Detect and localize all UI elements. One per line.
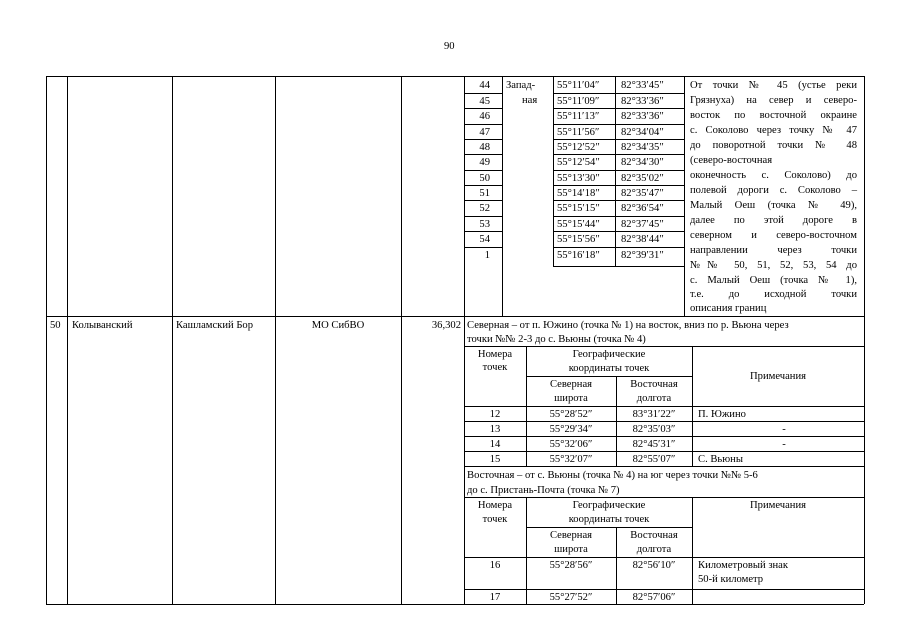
point-number: 14 <box>489 439 501 450</box>
longitude: 82°35′02″ <box>621 173 664 184</box>
latitude: 55°15′15″ <box>557 203 600 214</box>
note: С. Вьюны <box>698 454 743 465</box>
description-line: №№ 50, 51, 52, 53, 54 до <box>690 260 857 271</box>
description-line: с. Малый Оеш (точка № 1), <box>690 275 857 286</box>
longitude: 82°36′54″ <box>621 203 664 214</box>
col-header-longitude: Восточная <box>630 530 678 541</box>
latitude: 55°11′56″ <box>557 127 600 138</box>
point-number: 44 <box>479 80 490 91</box>
point-number: 48 <box>479 142 490 153</box>
col-header-geo: координаты точек <box>568 363 650 374</box>
col-header-geo: Географические <box>572 349 646 360</box>
longitude: 82°33′36″ <box>621 96 664 107</box>
owner-name: МО СибВО <box>311 320 365 331</box>
point-number: 13 <box>489 424 501 435</box>
col-header-geo: Географические <box>572 500 646 511</box>
description-line: т.е. до исходной точки <box>690 289 857 300</box>
latitude: 55°32′07″ <box>549 454 593 465</box>
longitude: 82°35′47″ <box>621 188 664 199</box>
latitude: 55°11′04″ <box>557 80 600 91</box>
point-number: 46 <box>479 111 490 122</box>
longitude: 82°34′04″ <box>621 127 664 138</box>
latitude: 55°15′44″ <box>557 219 600 230</box>
point-number: 50 <box>479 173 490 184</box>
record-number: 50 <box>50 320 61 331</box>
latitude: 55°13′30″ <box>557 173 600 184</box>
description-line: оконечность с. Соколово) до <box>690 170 857 181</box>
latitude: 55°16′18″ <box>557 250 600 261</box>
point-number: 49 <box>479 157 490 168</box>
page-number: 90 <box>444 41 455 52</box>
longitude: 83°31′22″ <box>632 409 676 420</box>
latitude: 55°29′34″ <box>549 424 593 435</box>
longitude: 82°39′31″ <box>621 250 664 261</box>
longitude: 82°37′45″ <box>621 219 664 230</box>
east-boundary-text: до с. Пристань-Почта (точка № 7) <box>467 485 620 496</box>
longitude: 82°55′07″ <box>632 454 676 465</box>
latitude: 55°15′56″ <box>557 234 600 245</box>
col-header-latitude: широта <box>554 544 588 555</box>
latitude: 55°12′54″ <box>557 157 600 168</box>
col-header-notes: Примечания <box>750 371 806 382</box>
longitude: 82°34′35″ <box>621 142 664 153</box>
point-number: 53 <box>479 219 490 230</box>
east-boundary-text: Восточная – от с. Вьюны (точка № 4) на юг через точки №№ 5-6 <box>467 470 758 481</box>
point-number: 52 <box>479 203 490 214</box>
col-header-longitude: Восточная <box>630 379 678 390</box>
description-line: восток по восточной окраине <box>690 110 857 121</box>
description-line: От точки № 45 (устье реки <box>690 80 857 91</box>
description-line: Грязнуха) на север и северо- <box>690 95 857 106</box>
latitude: 55°28′52″ <box>549 409 593 420</box>
col-header-longitude: долгота <box>636 393 672 404</box>
col-header-number: точек <box>482 514 508 525</box>
note: Километровый знак <box>698 560 789 571</box>
north-boundary-text: Северная – от п. Южино (точка № 1) на восток, вниз по р. Вьюна через <box>467 320 789 331</box>
point-number: 47 <box>479 127 490 138</box>
col-header-notes: Примечания <box>750 500 806 511</box>
longitude: 82°38′44″ <box>621 234 664 245</box>
description-line: полевой дороги с. Соколово – <box>690 185 857 196</box>
point-number: 12 <box>489 409 501 420</box>
col-header-latitude: Северная <box>549 379 593 390</box>
point-number: 16 <box>489 560 501 571</box>
note: П. Южино <box>698 409 746 420</box>
side-label: Запад- <box>506 80 536 91</box>
point-number: 1 <box>484 250 490 261</box>
latitude: 55°14′18″ <box>557 188 600 199</box>
point-number: 17 <box>489 592 501 603</box>
point-number: 45 <box>479 96 490 107</box>
side-label: ная <box>522 95 538 106</box>
latitude: 55°11′13″ <box>557 111 600 122</box>
description-line: далее по этой дороге в <box>690 215 857 226</box>
longitude: 82°56′10″ <box>632 560 676 571</box>
latitude: 55°28′56″ <box>549 560 593 571</box>
col-header-number: Номера <box>477 349 513 360</box>
description-line: с. Соколово через точку № 47 <box>690 125 857 136</box>
col-header-number: Номера <box>477 500 513 511</box>
col-header-geo: координаты точек <box>568 514 650 525</box>
point-number: 51 <box>479 188 490 199</box>
longitude: 82°34′30″ <box>621 157 664 168</box>
note: 50-й километр <box>698 574 764 585</box>
latitude: 55°12′52″ <box>557 142 600 153</box>
latitude: 55°27′52″ <box>549 592 593 603</box>
description-line: до поворотной точки № 48 <box>690 140 857 151</box>
latitude: 55°32′06″ <box>549 439 593 450</box>
col-header-latitude: Северная <box>549 530 593 541</box>
description-line: Малый Оеш (точка № 49), <box>690 200 857 211</box>
col-header-longitude: долгота <box>636 544 672 555</box>
col-header-latitude: широта <box>554 393 588 404</box>
area-value: 36,302 <box>431 320 461 331</box>
latitude: 55°11′09″ <box>557 96 600 107</box>
note: - <box>782 439 786 450</box>
forest-name: Кашламский Бор <box>176 320 253 331</box>
longitude: 82°33′45″ <box>621 80 664 91</box>
col-header-number: точек <box>482 362 508 373</box>
description-line: северном и северо-восточном <box>690 230 857 241</box>
point-number: 15 <box>489 454 501 465</box>
description-line: (северо-восточная <box>690 155 773 166</box>
longitude: 82°45′31″ <box>632 439 676 450</box>
description-line: описания границ <box>690 303 767 314</box>
point-number: 54 <box>479 234 490 245</box>
longitude: 82°33′36″ <box>621 111 664 122</box>
longitude: 82°35′03″ <box>632 424 676 435</box>
description-line: направлении через точки <box>690 245 857 256</box>
north-boundary-text: точки №№ 2-3 до с. Вьюны (точка № 4) <box>467 334 646 345</box>
district-name: Колыванский <box>72 320 133 331</box>
longitude: 82°57′06″ <box>632 592 676 603</box>
note: - <box>782 424 786 435</box>
